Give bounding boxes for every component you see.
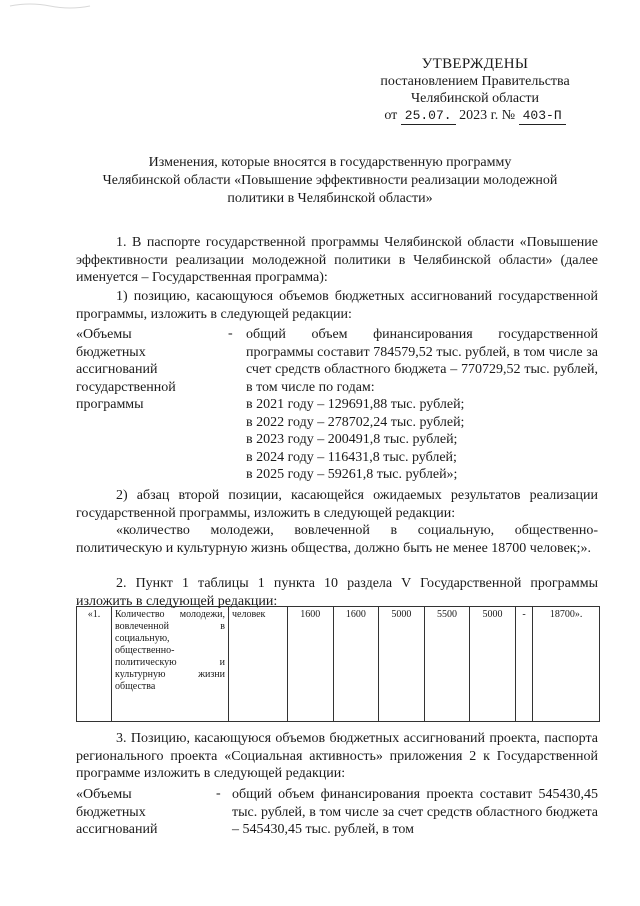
document-title [70, 154, 590, 208]
project-label-line: «Объемы [76, 787, 132, 802]
table-row [77, 607, 600, 722]
budget-year-line: в 2022 году – 278702,24 тыс. рублей; [246, 414, 465, 430]
budget-dash: - [228, 326, 233, 341]
title-line-1: Изменения, которые вносятся в государственную программу [148, 155, 512, 170]
table-cell-value: 5000 [379, 607, 425, 722]
budget-label-line: ассигнований [76, 362, 158, 377]
table-cell-unit: человек [229, 607, 288, 722]
indicator-table [76, 606, 600, 722]
title-line-3: политики в Челябинской области» [227, 191, 433, 206]
table-cell-value: 18700». [533, 607, 600, 722]
project-label-line: бюджетных [76, 804, 146, 820]
scan-artifact [0, 0, 120, 14]
table-cell-number: «1. [77, 607, 112, 722]
budget-label-line: государственной [76, 379, 176, 395]
approval-number: 403-П [519, 107, 566, 125]
approval-date-line [360, 107, 590, 125]
paragraph-item-1-2: 2) абзац второй позиции, касающейся ожидаемых результатов реализации государственной программы, изложить в следующей редакции: [76, 488, 598, 521]
approval-line-1: постановлением Правительства [380, 74, 570, 89]
budget-main-text: общий объем финансирования государственной программы составит 784579,52 тыс. рублей, в том числе за счет средств областного бюджета – 770729,52 тыс. рублей, в том числе по годам: [246, 327, 598, 395]
project-label-line: ассигнований [76, 822, 158, 837]
paragraph-item-1-1: 1) позицию, касающуюся объемов бюджетных ассигнований государственной программы, изложить в следующей редакции: [76, 289, 598, 322]
approval-heading: УТВЕРЖДЕНЫ [421, 56, 529, 72]
table-cell-name: Количество молодежи, вовлеченной в социальную, общественно-политическую и культурную жизни общества [112, 607, 229, 722]
budget-position-text [246, 326, 598, 484]
budget-label-line: программы [76, 397, 144, 412]
approval-from-label: от [384, 108, 398, 123]
table-cell-value: 1600 [333, 607, 379, 722]
title-line-2: Челябинской области «Повышение эффективности реализации молодежной [102, 173, 558, 188]
approval-block [360, 56, 590, 125]
budget-label-line: бюджетных [76, 344, 146, 360]
quote-result: «количество молодежи, вовлеченной в социальную, общественно-политическую и культурную жизнь общества, должно быть не менее 18700 человек;». [76, 523, 598, 556]
budget-year-line: в 2025 году – 59261,8 тыс. рублей»; [246, 467, 458, 482]
budget-label-line: «Объемы [76, 327, 132, 342]
paragraph-item-1: 1. В паспорте государственной программы Челябинской области «Повышение эффективности реализации молодежной политики в Челябинской области» (далее именуется – Государственная программа): [76, 235, 598, 285]
table-cell-value: 5500 [424, 607, 470, 722]
budget-year-line: в 2021 году – 129691,88 тыс. рублей; [246, 397, 465, 412]
paragraph-item-3: 3. Позицию, касающуюся объемов бюджетных ассигнований проекта, паспорта регионального проекта «Социальная активность» приложения 2 к Государственной программе изложить в следующей редакции: [76, 731, 598, 781]
table-cell-value: 5000 [470, 607, 516, 722]
budget-year-line: в 2023 году – 200491,8 тыс. рублей; [246, 432, 458, 447]
budget-position-label [76, 326, 176, 414]
approval-year: 2023 г. № [459, 108, 516, 123]
paragraph-item-2: 2. Пункт 1 таблицы 1 пункта 10 раздела V Государственной программы изложить в следующей редакции: [76, 576, 598, 609]
table-cell-value: 1600 [288, 607, 334, 722]
approval-line-2: Челябинской области [411, 91, 539, 106]
project-budget-text: общий объем финансирования проекта составит 545430,45 тыс. рублей, в том числе за счет средств областного бюджета – 545430,45 тыс. рублей, в том [232, 787, 598, 837]
approval-date: 25.07. [401, 107, 456, 125]
project-dash: - [216, 786, 221, 801]
table-cell-value: - [515, 607, 532, 722]
budget-year-line: в 2024 году – 116431,8 тыс. рублей; [246, 449, 457, 465]
project-budget-label [76, 786, 157, 839]
